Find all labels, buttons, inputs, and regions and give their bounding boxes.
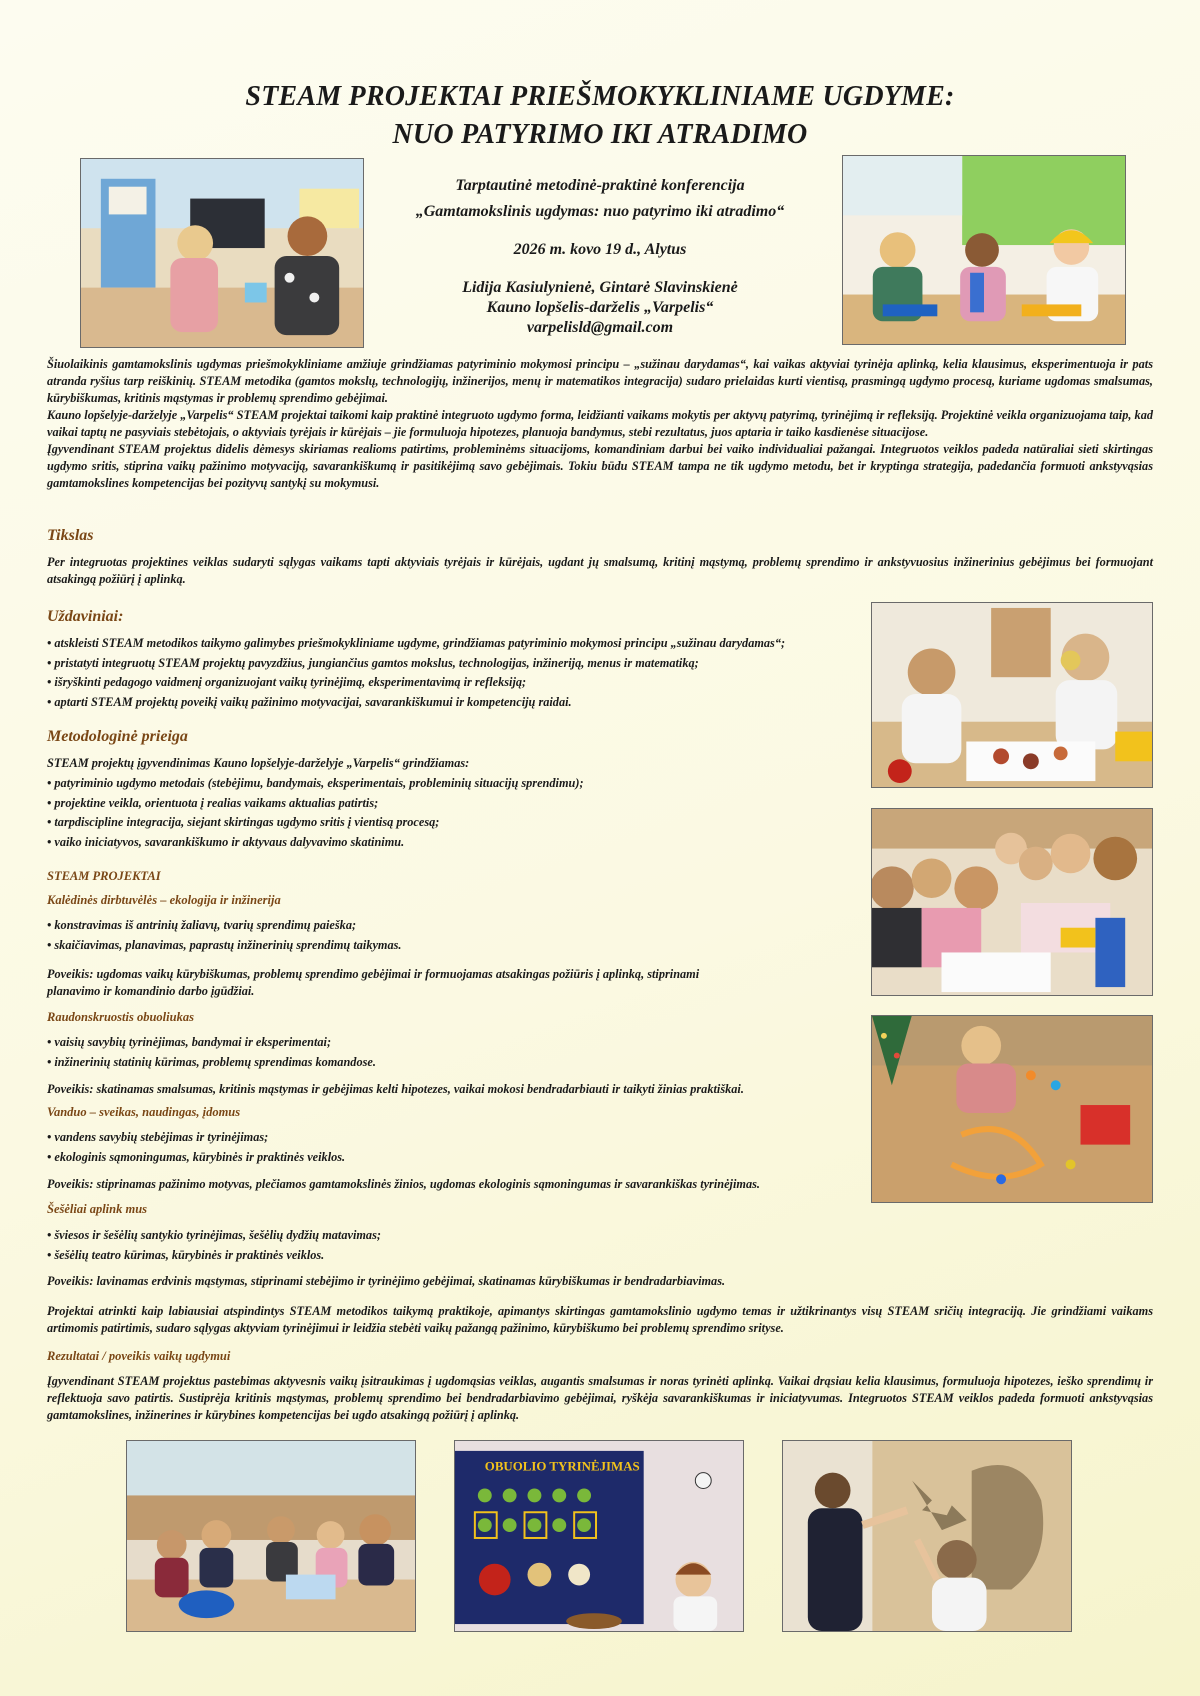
- list-item: • aptarti STEAM projektų poveikį vaikų pažinimo motyvacijai, savarankiškumui ir kompetencijų raidai.: [47, 693, 877, 713]
- photo-apple-board: [454, 1440, 744, 1632]
- photo-classroom-children: [80, 158, 364, 348]
- intro-paragraph: Šiuolaikinis gamtamokslinis ugdymas priešmokykliniame amžiuje grindžiamas patyriminio mokymosi principu – „sužinau darydamas“, kai vaikas aktyviai tyrinėja aplinką, kelia klausimus, eksperimentuoja ir pats atranda ryšius tarp reiškinių. STEAM metodika (gamtos mokslų, technologijų, inžinerijos, menų ir matematikos integracija) sudaro prielaidas kurti vientisą, prasmingą ugdymo procesą, kuriame ugdomas smalsumas, kūrybiškumas, kritinis mąstymas ir problemų sprendimo gebėjimai.: [47, 357, 1153, 405]
- results-text: Įgyvendinant STEAM projektus pastebimas aktyvesnis vaikų įsitraukimas į ugdomąsias veiklas, augantis smalsumas ir noras tyrinėti aplinką. Vaikai drąsiau kelia klausimus, formuluoja hipotezes, ieško sprendimų ir reflektuoja savo patirtis. Sustiprėja kritinis mąstymas, problemų sprendimo bei bendradarbiavimo gebėjimai, ryškėja savarankiškumas ir iniciatyvumas. Integruotos STEAM veiklos padeda formuoti ankstyvąsias gamtamokslines, inžinerines ir kūrybines kompetencijas bei ugdo atsakingą požiūrį į aplinką.: [47, 1374, 1153, 1422]
- conference-subtitle: „Gamtamokslinis ugdymas: nuo patyrimo iki atradimo“: [415, 203, 785, 220]
- title-line-1: STEAM PROJEKTAI PRIEŠMOKYKLINIAME UGDYME:: [245, 81, 955, 112]
- projects-heading: STEAM PROJEKTAI: [47, 869, 161, 883]
- title-line-2: NUO PATYRIMO IKI ATRADIMO: [392, 119, 808, 150]
- project-list: [47, 1128, 867, 1167]
- list-item: • pristatyti integruotų STEAM projektų pavyzdžius, jungiančius gamtos mokslus, technologijas, inžineriją, menus ir matematiką;: [47, 654, 877, 674]
- conference-info: [370, 176, 830, 338]
- photo-microscope-children: [842, 155, 1126, 345]
- goal-text: Per integruotas projektines veiklas sudaryti sąlygas vaikams tapti aktyviais tyrėjais ir kūrėjais, ugdant jų smalsumą, kritinį mąstymą, problemų sprendimo ir ankstyvuosius inžinerinius gebėjimus bei formuojant atsakingą požiūrį į aplinką.: [47, 555, 1153, 586]
- projects-summary: Projektai atrinkti kaip labiausiai atspindintys STEAM metodikos taikymą praktikoje, apimantys skirtingas gamtamokslinio ugdymo temas ir užtikrinantys visų STEAM sričių integraciją. Jie grindžiami vaikams artimomis patirtimis, sudaro sąlygas aktyviam tyrinėjimui ir leidžia stebėti vaikų pažangą pažinimo, kūrybiškumo bei problemų sprendimo srityse.: [47, 1304, 1153, 1335]
- conference-name: Tarptautinė metodinė-praktinė konferencija: [455, 177, 745, 194]
- conference-email[interactable]: varpelisld@gmail.com: [526, 319, 674, 336]
- project-title: Raudonskruostis obuoliukas: [47, 1010, 194, 1024]
- project-list: [47, 916, 867, 955]
- photo-apple-exploration: [871, 602, 1153, 788]
- method-intro: STEAM projektų įgyvendinimas Kauno lopšelyje-darželyje „Varpelis“ grindžiamas:: [47, 756, 470, 770]
- list-item: • tarpdiscipline integracija, siejant skirtingas ugdymo sritis į vientisą procesą;: [47, 813, 807, 833]
- list-item: • šešėlių teatro kūrimas, kūrybinės ir praktinės veiklos.: [47, 1246, 867, 1266]
- list-item: • vaisių savybių tyrinėjimas, bandymai ir eksperimentai;: [47, 1033, 867, 1053]
- intro-paragraph: Įgyvendinant STEAM projektus didelis dėmesys skiriamas realioms patirtims, probleminėms situacijoms, komandiniam darbui bei vaiko individualiai pažangai. Integruotos veiklos padeda natūraliai sieti skirtingas ugdymo sritis, stiprina vaikų pažinimo motyvaciją, savarankiškumą ir pasitikėjimą savo gebėjimais. Tokiu būdu STEAM tampa ne tik ugdymo metodu, bet ir kryptinga strategija, padedančia formuoti ankstyvąsias gamtamokslines kompetencijas bei pozityvų santykį su mokymusi.: [47, 442, 1153, 490]
- list-item: • išryškinti pedagogo vaidmenį organizuojant vaikų tyrinėjimą, eksperimentavimą ir refleksiją;: [47, 673, 877, 693]
- conference-authors: Lidija Kasiulynienė, Gintarė Slavinskienė: [462, 279, 738, 296]
- photo-floor-play: [871, 1015, 1153, 1203]
- list-item: • inžinerinių statinių kūrimas, problemų sprendimas komandose.: [47, 1053, 867, 1073]
- photo-group-microscope: [871, 808, 1153, 996]
- project-title: Šešėliai aplink mus: [47, 1202, 148, 1216]
- project-impact: Poveikis: lavinamas erdvinis mąstymas, stiprinami stebėjimo ir tyrinėjimo gebėjimai, skatinamas kūrybiškumas ir bendradarbiavimas.: [47, 1274, 726, 1288]
- photo-water-experiment: [126, 1440, 416, 1632]
- method-list: [47, 774, 807, 852]
- goal-heading: Tikslas: [47, 527, 94, 544]
- project-title: Vanduo – sveikas, naudingas, įdomus: [47, 1105, 241, 1119]
- project-impact: Poveikis: stiprinamas pažinimo motyvas, plečiamos gamtamokslinės žinios, ugdomas ekologinis sąmoningumas ir savarankiškas tyrinėjimas.: [47, 1177, 760, 1191]
- list-item: • skaičiavimas, planavimas, paprastų inžinerinių sprendimų taikymas.: [47, 936, 867, 956]
- project-impact: Poveikis: ugdomas vaikų kūrybiškumas, problemų sprendimo gebėjimai ir formuojamas atsakingas požiūris į aplinką, stiprinami planavimo ir komandinio darbo įgūdžiai.: [47, 967, 700, 998]
- board-sign: OBUOLIO TYRINĖJIMAS: [484, 1459, 640, 1474]
- project-impact: Poveikis: skatinamas smalsumas, kritinis mąstymas ir gebėjimas kelti hipotezes, vaikai mokosi bendradarbiauti ir taikyti žinias praktiškai.: [47, 1082, 744, 1096]
- project-list: [47, 1033, 867, 1072]
- tasks-heading: Uždaviniai:: [47, 608, 124, 625]
- conference-institution: Kauno lopšelis-darželis „Varpelis“: [486, 299, 714, 316]
- list-item: • ekologinis sąmoningumas, kūrybinės ir praktinės veiklos.: [47, 1148, 867, 1168]
- intro-section: [47, 356, 1153, 492]
- conference-date: 2026 m. kovo 19 d., Alytus: [513, 241, 687, 258]
- list-item: • konstravimas iš antrinių žaliavų, tvarių sprendimų paieška;: [47, 916, 867, 936]
- method-heading: Metodologinė prieiga: [47, 728, 188, 745]
- list-item: • vandens savybių stebėjimas ir tyrinėjimas;: [47, 1128, 867, 1148]
- list-item: • šviesos ir šešėlių santykio tyrinėjimas, šešėlių dydžių matavimas;: [47, 1226, 867, 1246]
- project-title: Kalėdinės dirbtuvėlės – ekologija ir inžinerija: [47, 893, 281, 907]
- list-item: • projektine veikla, orientuota į realias vaikams aktualias patirtis;: [47, 794, 807, 814]
- results-heading: Rezultatai / poveikis vaikų ugdymui: [47, 1349, 231, 1363]
- photo-shadow-play: [782, 1440, 1072, 1632]
- list-item: • vaiko iniciatyvos, savarankiškumo ir aktyvaus dalyvavimo skatinimu.: [47, 833, 807, 853]
- intro-paragraph: Kauno lopšelyje-darželyje „Varpelis“ STEAM projektai taikomi kaip praktinė integruoto ugdymo forma, leidžianti vaikams mokytis per aktyvų patyrimą, tyrinėjimą ir refleksiją. Projektinė veikla organizuojama taip, kad vaikai taptų ne pasyviais stebėtojais, o aktyviais tyrėjais ir kūrėjais – jie formuluoja hipotezes, planuoja bandymus, stebi rezultatus, juos aptaria ir taiko kasdienėse situacijose.: [47, 408, 1153, 439]
- project-list: [47, 1226, 867, 1265]
- tasks-list: [47, 634, 877, 712]
- list-item: • patyriminio ugdymo metodais (stebėjimu, bandymais, eksperimentais, probleminių situacijų sprendimu);: [47, 774, 807, 794]
- poster-title: [0, 78, 1200, 154]
- list-item: • atskleisti STEAM metodikos taikymo galimybes priešmokykliniame ugdyme, grindžiamas patyriminio mokymosi principu „sužinau darydamas“;: [47, 634, 877, 654]
